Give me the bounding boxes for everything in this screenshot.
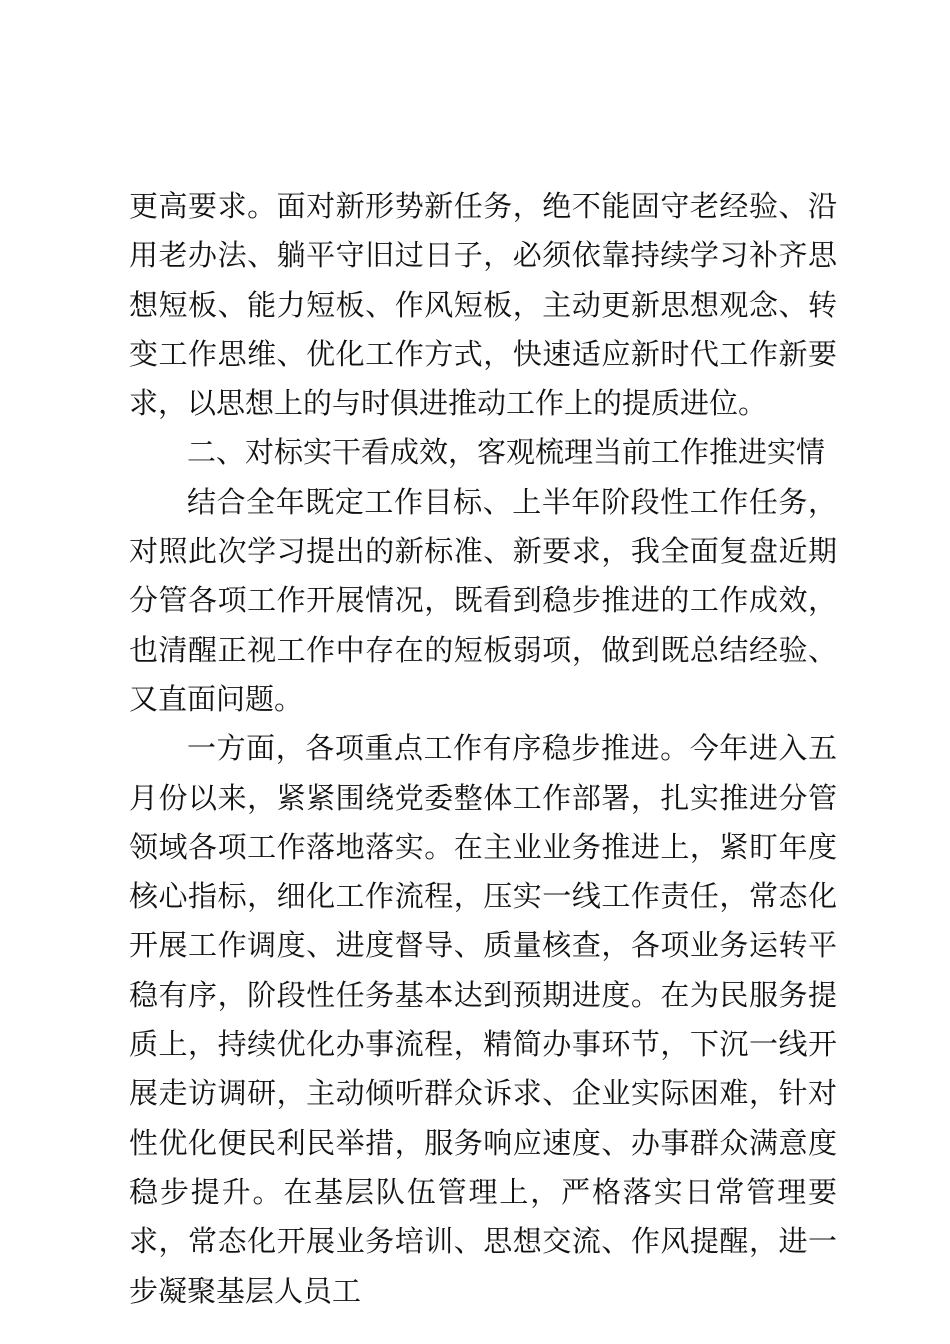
paragraph-progress: 一方面，各项重点工作有序稳步推进。今年进入五月份以来，紧紧围绕党委整体工作部署，扎实推进分管领域各项工作落地落实。在主业业务推进上，紧盯年度核心指标，细化工作流程，压实一线工作责任，常态化开展工作调度、进度督导、质量核查，各项业务运转平稳有序，阶段性任务基本达到预期进度。在为民服务提质上，持续优化办事流程，精简办事环节，下沉一线开展走访调研，主动倾听群众诉求、企业实际困难，针对性优化便民利民举措，服务响应速度、办事群众满意度稳步提升。在基层队伍管理上，严格落实日常管理要求，常态化开展业务培训、思想交流、作风提醒，进一步凝聚基层人员工 bbox=[129, 731, 837, 1308]
paragraph-intro: 结合全年既定工作目标、上半年阶段性工作任务，对照此次学习提出的新标准、新要求，我全面复盘近期分管各项工作开展情况，既看到稳步推进的工作成效，也清醒正视工作中存在的短板弱项，做到既总结经验、又直面问题。 bbox=[129, 484, 837, 716]
section-heading: 二、对标实干看成效，客观梳理当前工作推进实情 bbox=[187, 435, 826, 470]
document-body bbox=[129, 182, 837, 1316]
paragraph-continuation: 更高要求。面对新形势新任务，绝不能固守老经验、沿用老办法、躺平守旧过日子，必须依靠持续学习补齐思想短板、能力短板、作风短板，主动更新思想观念、转变工作思维、优化工作方式，快速适应新时代工作新要求，以思想上的与时俱进推动工作上的提质进位。 bbox=[129, 189, 837, 421]
